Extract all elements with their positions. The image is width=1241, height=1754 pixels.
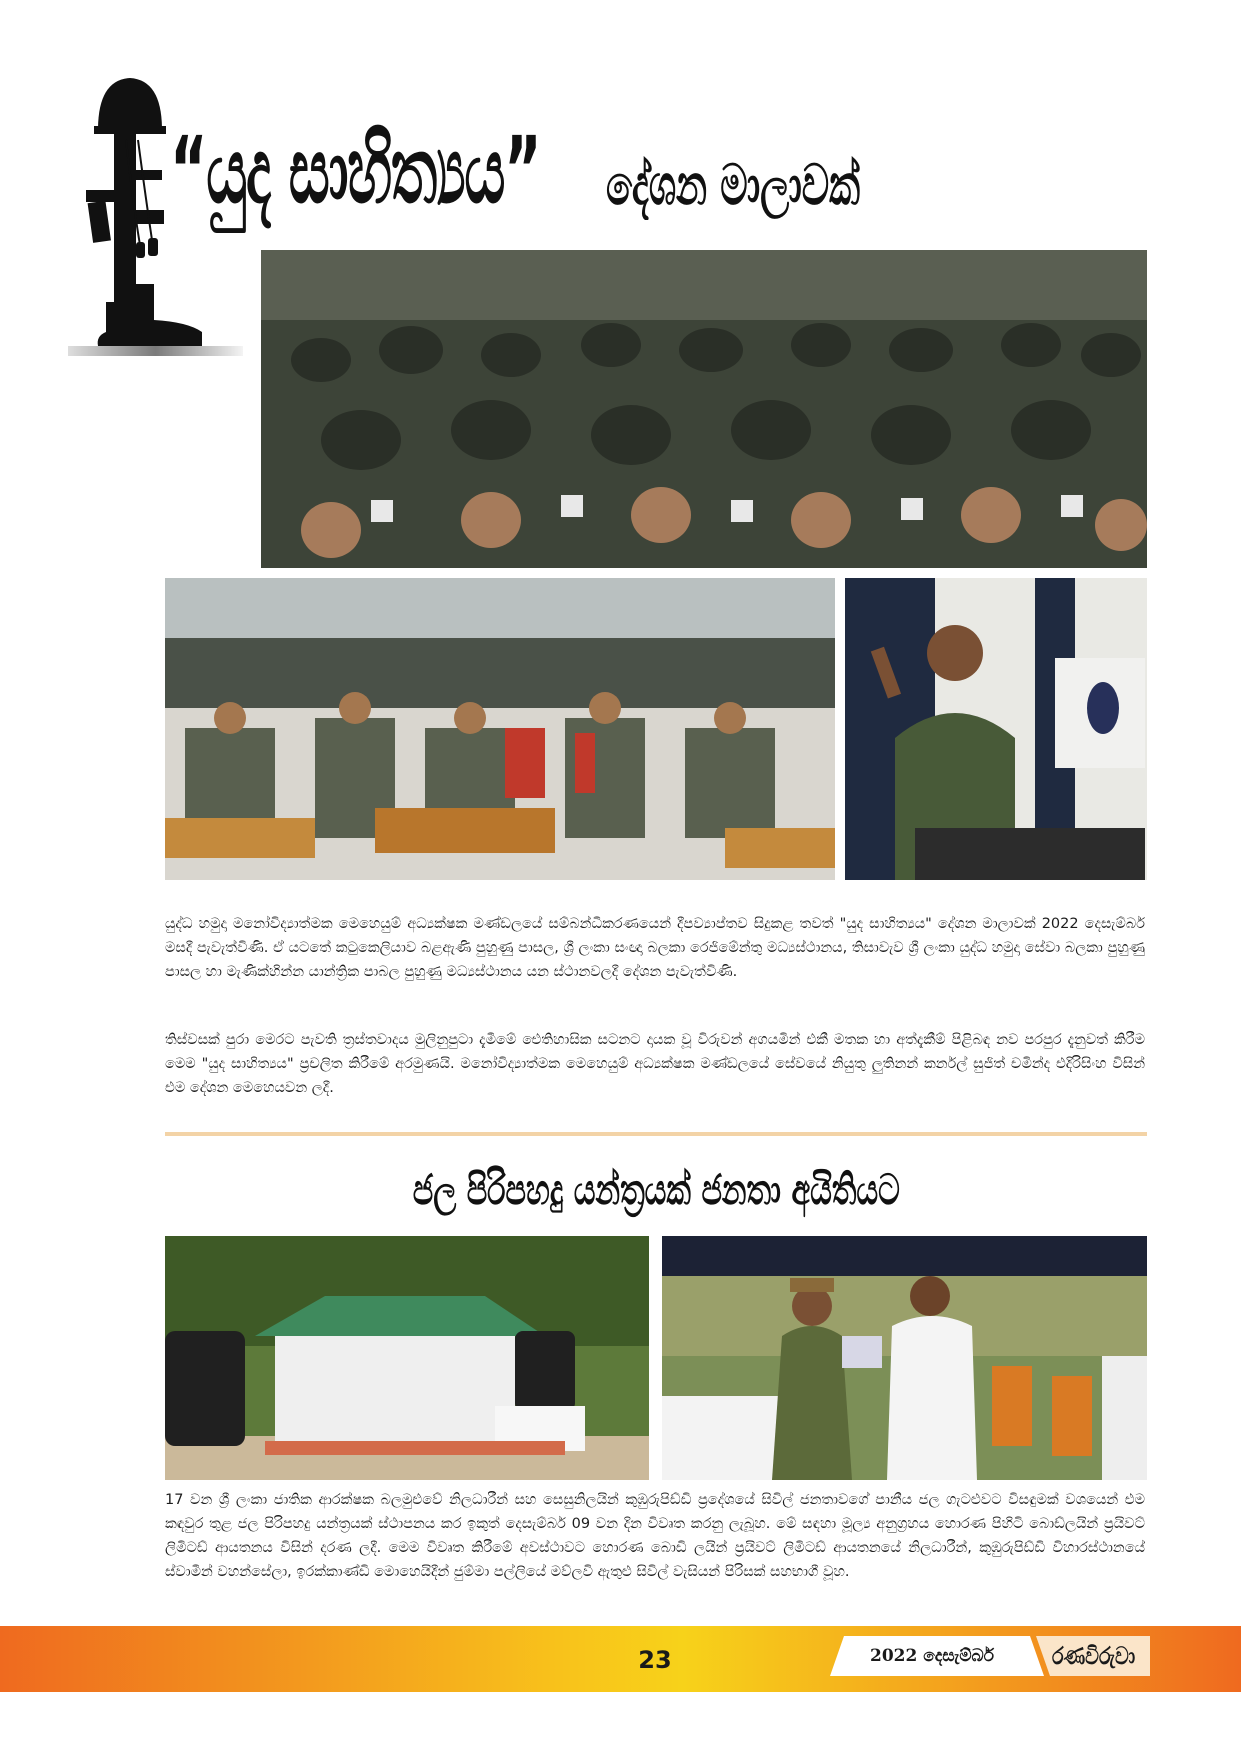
headline-water-purifier-text: ජල පිරිපහදු යන්ත්‍රයක් ජනතා අයිතියට: [412, 1165, 900, 1214]
article1-paragraph-2: තිස්වසක් පුරා මෙරට පැවති ත්‍රස්තවාදය මුලිනුපුටා දැමීමේ ඓතිහාසික සටනට දායක වූ විරුවන් අගයමින් එකී මතක හා අත්දැකීම් පිළිබඳ නව පරපුර දැනුවත් කිරීම මෙම "යුද සාහිත්‍යය" ප්‍රචලිත කිරීමේ අරමුණයි. මනෝවිද්‍යාත්මක මෙහෙයුම් අධ්‍යක්ෂක මණ්ඩලයේ සේවයේ නියුතු ලුතිනන් කර්නල් සුජිත් චමින්ද එදිරිසිංහ විසින් එම දේශන මෙහෙයවන ලදී.: [165, 1032, 1145, 1096]
article2-paragraph: 17 වන ශ්‍රී ලංකා ජාතික ආරක්ෂක බලමුළුවේ නිලධාරීන් සහ සෙසුනිලයින් කුඹුරුපිඩ්ඩි ප්‍රදේශයේ සිවිල් ජනතාවගේ පානීය ජල ගැටළුවට විසඳුමක් වශයෙන් එම කඳවුර තුළ ජල පිරිපහදු යන්ත්‍රයක් ස්ථාපනය කර ඉකුත් දෙසැම්බර් 09 වන දින විවෘත කරනු ලැබූහ. මේ සඳහා මූල්‍ය අනුග්‍රහය හොරණ පිහිටි බොඩ්ලයින් ප්‍රයිවට් ලිමිටඩ් ආයතනය විසින් දරණ ලදී. මෙම විවෘත කිරීමේ අවස්ථාවට හොරණ බොඩි ලයින් ප්‍රයිවට් ලිමිටඩ් ආයතනයේ නිලධාරීන්, කුඹුරුපිඩ්ඩි විහාරස්ථානයේ ස්වාමීන් වහන්සේලා, ඉරක්කාණ්ඩි මොහෙයිදීන් ජුම්මා පල්ලියේ මව්ලවි ඇතුළු සිවිල් වැසියන් පිරිසක් සහභාගී වූහ.: [165, 1492, 1145, 1580]
photo-speaker-lecture: [845, 578, 1147, 880]
headline-water-purifier: [165, 1160, 1147, 1220]
photo-cadets-audience: [261, 250, 1147, 568]
photo-officers-audience: [165, 578, 835, 880]
photo-water-purification-plant: [165, 1236, 649, 1480]
page-number: 23: [638, 1646, 672, 1674]
headline-quoted: “යුද සාහිත්‍යය”: [170, 117, 541, 224]
article1-paragraph-1: යුද්ධ හමුදා මනෝවිද්‍යාත්මක මෙහෙයුම් අධ්‍යක්ෂක මණ්ඩලයේ සම්බන්ධීකරණයෙන් දීපව්‍යාප්තව සිදුකළ තවත් "යුද සාහිත්‍යය" දේශන මාලාවක් 2022 දෙසැම්බර් මසදී පැවැත්විණි. ඒ යටතේ කටුකෙලියාව බළඇණි පුහුණු පාසල, ශ්‍රී ලංකා සංඥා බලකා රෙජිමේන්තු මධ්‍යස්ථානය, තිසාවැව ශ්‍රී ලංකා යුද්ධ හමුදා සේවා බලකා පුහුණු පාසල හා මැණික්හින්න යාන්ත්‍රික පාබල පුහුණු මධ්‍යස්ථානය යන ස්ථානවලදී දේශන පැවැත්විණි.: [165, 916, 1145, 980]
issue-tab: [830, 1636, 1150, 1676]
headline-lecture-series: දේශන මාලාවක්: [606, 153, 861, 218]
section-divider: [165, 1132, 1147, 1136]
magazine-name: රණවිරුවා: [1052, 1642, 1136, 1670]
photo-handover-ceremony: [662, 1236, 1147, 1480]
headline-war-literature: [170, 96, 950, 246]
issue-date: 2022 දෙසැම්බර්: [870, 1646, 994, 1666]
